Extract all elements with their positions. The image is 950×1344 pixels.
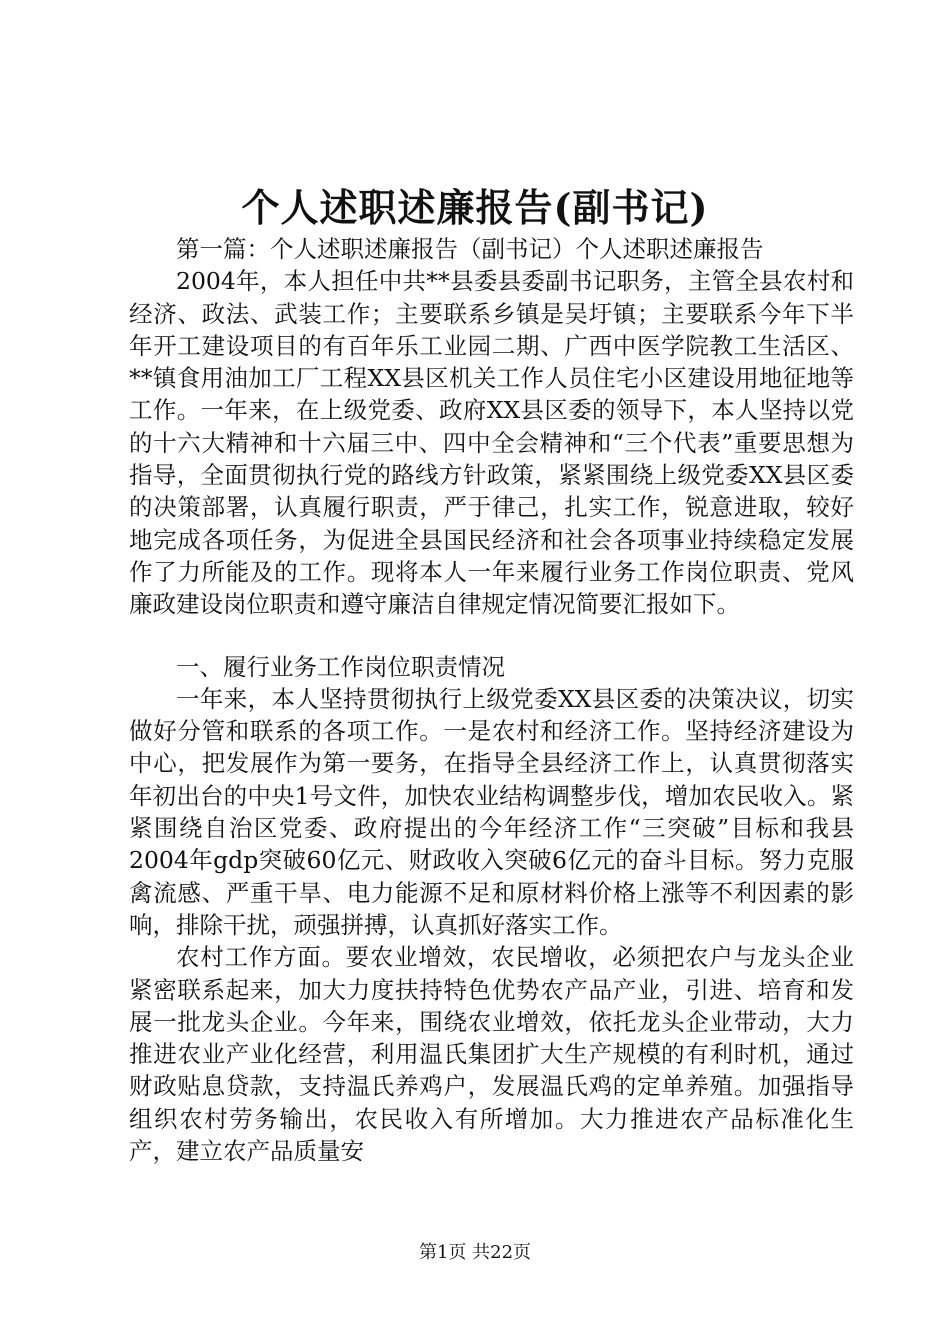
paragraph-duties: 一年来，本人坚持贯彻执行上级党委XX县区委的决策决议，切实做好分管和联系的各项工作。一是农村和经济工作。坚持经济建设为中心，把发展作为第一要务，在指导全县经济工作上，认真贯彻落实年初出台的中央1号文件，加快农业结构调整步伐，增加农民收入。紧紧围绕自治区党委、政府提出的今年经济工作“三突破”目标和我县2004年gdp突破60亿元、财政收入突破6亿元的奋斗目标。努力克服禽流感、严重干旱、电力能源不足和原材料价格上涨等不利因素的影响，排除干扰，顽强拼搏，认真抓好落实工作。 <box>129 684 854 939</box>
section-heading-duties: 一、履行业务工作岗位职责情况 <box>176 652 505 681</box>
paragraph-gap <box>129 621 854 651</box>
document-title: 个人述职述廉报告(副书记) <box>241 185 709 230</box>
paragraph-intro-heading: 第一篇：个人述职述廉报告（副书记）个人述职述廉报告 <box>176 235 764 263</box>
paragraph-rural-work: 农村工作方面。要农业增效，农民增收，必须把农户与龙头企业紧密联系起来，加大力度扶持特色优势农产品产业，引进、培育和发展一批龙头企业。今年来，围绕农业增效，依托龙头企业带动，大力推进农业产业化经营，利用温氏集团扩大生产规模的有利时机，通过财政贴息贷款，支持温氏养鸡户，发展温氏鸡的定单养殖。加强指导组织农村劳务输出，农民收入有所增加。大力推进农产品标准化生产，建立农产品质量安 <box>129 943 854 1166</box>
page-footer: 第1页 共22页 <box>418 1242 532 1263</box>
document-body <box>129 233 854 1167</box>
paragraph-overview: 2004年，本人担任中共**县委县委副书记职务，主管全县农村和经济、政法、武装工作；主要联系乡镇是吴圩镇；主要联系今年下半年开工建设项目的有百年乐工业园二期、广西中医学院教工生活区、**镇食用油加工厂工程XX县区机关工作人员住宅小区建设用地征地等工作。一年来，在上级党委、政府XX县区委的领导下，本人坚持以党的十六大精神和十六届三中、四中全会精神和“三个代表”重要思想为指导，全面贯彻执行党的路线方针政策，紧紧围绕上级党委XX县区委的决策部署，认真履行职责，严于律己，扎实工作，锐意进取，较好地完成各项任务，为促进全县国民经济和社会各项事业持续稳定发展作了力所能及的工作。现将本人一年来履行业务工作岗位职责、党风廉政建设岗位职责和遵守廉洁自律规定情况简要汇报如下。 <box>129 267 854 619</box>
